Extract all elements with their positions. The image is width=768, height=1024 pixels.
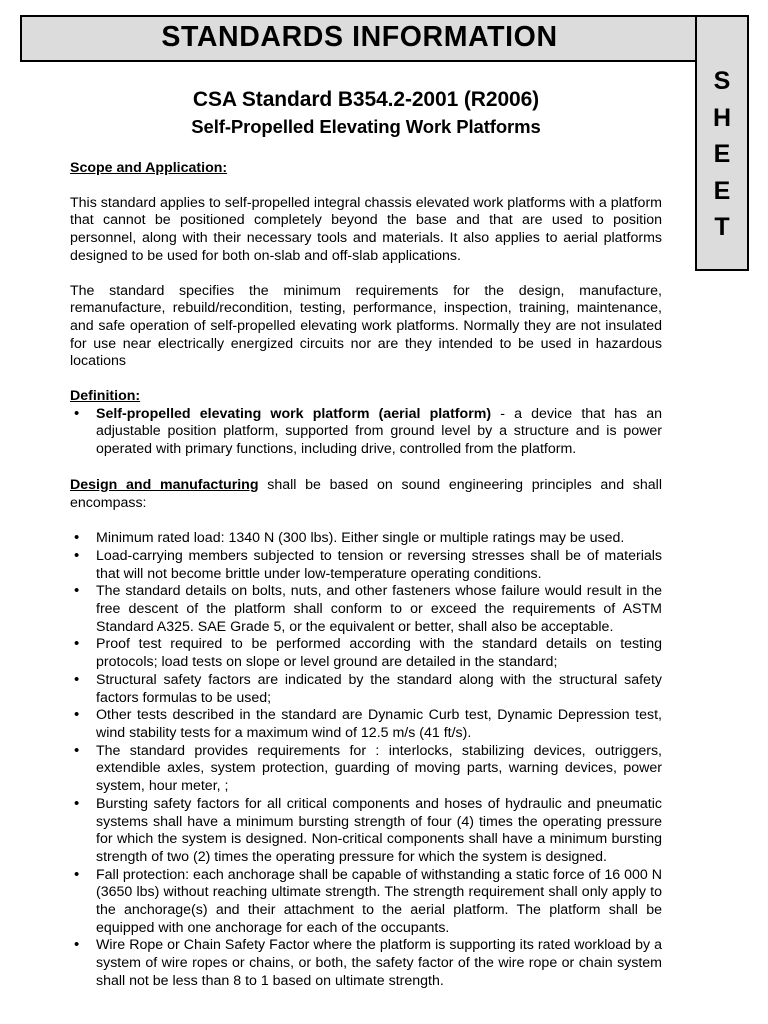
sheet-letter-5: T [714, 213, 730, 241]
banner-title: STANDARDS INFORMATION [161, 21, 558, 54]
sheet-letter-1: S [713, 67, 731, 95]
list-item: • Wire Rope or Chain Safety Factor where the platform is supporting its rated workload by a system of wire ropes or chains, or both, the safety factor of the wire rope or chain system shall not be less than 8 to 1 based on ultimate strength. [74, 937, 662, 990]
design-and-manufacturing-lead-in [70, 477, 662, 512]
document-title-standard-number: CSA Standard B354.2-2001 (R2006) [192, 88, 540, 111]
scope-paragraph-1: This standard applies to self-propelled integral chassis elevated work platforms with a platform that cannot be positioned completely beyond the base and that are used to position personnel, along with their necessary tools and materials. It also applies to aerial platforms designed to be used for both on-slab and off-slab applications. [70, 194, 662, 264]
definition-term: Self-propelled elevating work platform (aerial platform) [96, 405, 492, 422]
scope-and-application-heading: Scope and Application: [70, 160, 228, 176]
design-requirements-list [70, 530, 662, 990]
list-item: • Load-carrying members subjected to tension or reversing stresses shall be of materials that will not become brittle under low-temperature operating conditions. [74, 548, 662, 583]
list-item: • Minimum rated load: 1340 N (300 lbs). Either single or multiple ratings may be used. [74, 530, 662, 548]
sheet-vertical-tab [695, 15, 749, 271]
spacer [70, 178, 662, 195]
list-item: • The standard details on bolts, nuts, and other fasteners whose failure would result in the free descent of the platform shall conform to or exceed the requirements of ASTM Standard A325. SAE Grade 5, or the equivalent or better, shall also be acceptable. [74, 583, 662, 636]
document-title-subtitle: Self-Propelled Elevating Work Platforms [191, 116, 541, 138]
design-and-manufacturing-heading: Design and manufacturing [70, 476, 259, 493]
list-item: • Bursting safety factors for all critical components and hoses of hydraulic and pneumatic systems shall have a minimum bursting strength of four (4) times the operating pressure for which the system is designed. Non-critical components shall have a minimum bursting strength of two (2) times the operating pressure for which the system is designed. [74, 796, 662, 867]
sheet-letter-4: E [713, 176, 731, 205]
list-item [74, 406, 662, 459]
spacer [70, 512, 662, 530]
document-title-block [70, 86, 662, 139]
spacer [70, 266, 662, 283]
list-item: • Fall protection: each anchorage shall be capable of withstanding a static force of 16 000 N (3650 lbs) without reaching ultimate strength. The strength requirement shall only apply to the anchorage(s) and their attachment to the aerial platform. The platform shall be equipped with one anchorage for each of the occupants. [74, 867, 662, 938]
list-item: • Proof test required to be performed according with the standard details on testing protocols; load tests on slope or level ground are detailed in the standard; [74, 636, 662, 671]
document-body [70, 160, 662, 991]
definition-heading: Definition: [70, 388, 141, 405]
list-item: • The standard provides requirements for : interlocks, stabilizing devices, outriggers, extendible axles, system protection, guarding of moving parts, warning devices, power system, hour meter, ; [74, 743, 662, 796]
sheet-letter-3: E [713, 140, 731, 168]
list-item: • Structural safety factors are indicated by the standard along with the structural safety factors formulas to be used; [74, 672, 662, 707]
list-item: • Other tests described in the standard are Dynamic Curb test, Dynamic Depression test, wind stability tests for a maximum wind of 12.5 m/s (41 ft/s). [74, 707, 662, 742]
spacer [70, 459, 662, 477]
spacer [70, 371, 662, 388]
design-lead-in-text: shall be based on sound engineering principles and shall encompass: [70, 476, 662, 511]
standards-information-banner [20, 15, 697, 62]
definition-body: - a device that has an adjustable position platform, supported from ground level by a structure and is power operated with primary functions, including drive, controlled from the platform. [96, 405, 662, 458]
sheet-letter-2: H [712, 103, 732, 132]
scope-paragraph-2: The standard specifies the minimum requirements for the design, manufacture, remanufacture, rebuild/recondition, testing, performance, inspection, training, maintenance, and safe operation of self-propelled elevating work platforms. Normally they are not insulated for use near electrically energized circuits nor are they intended to be used in hazardous locations [70, 282, 662, 370]
definition-list [70, 406, 662, 459]
